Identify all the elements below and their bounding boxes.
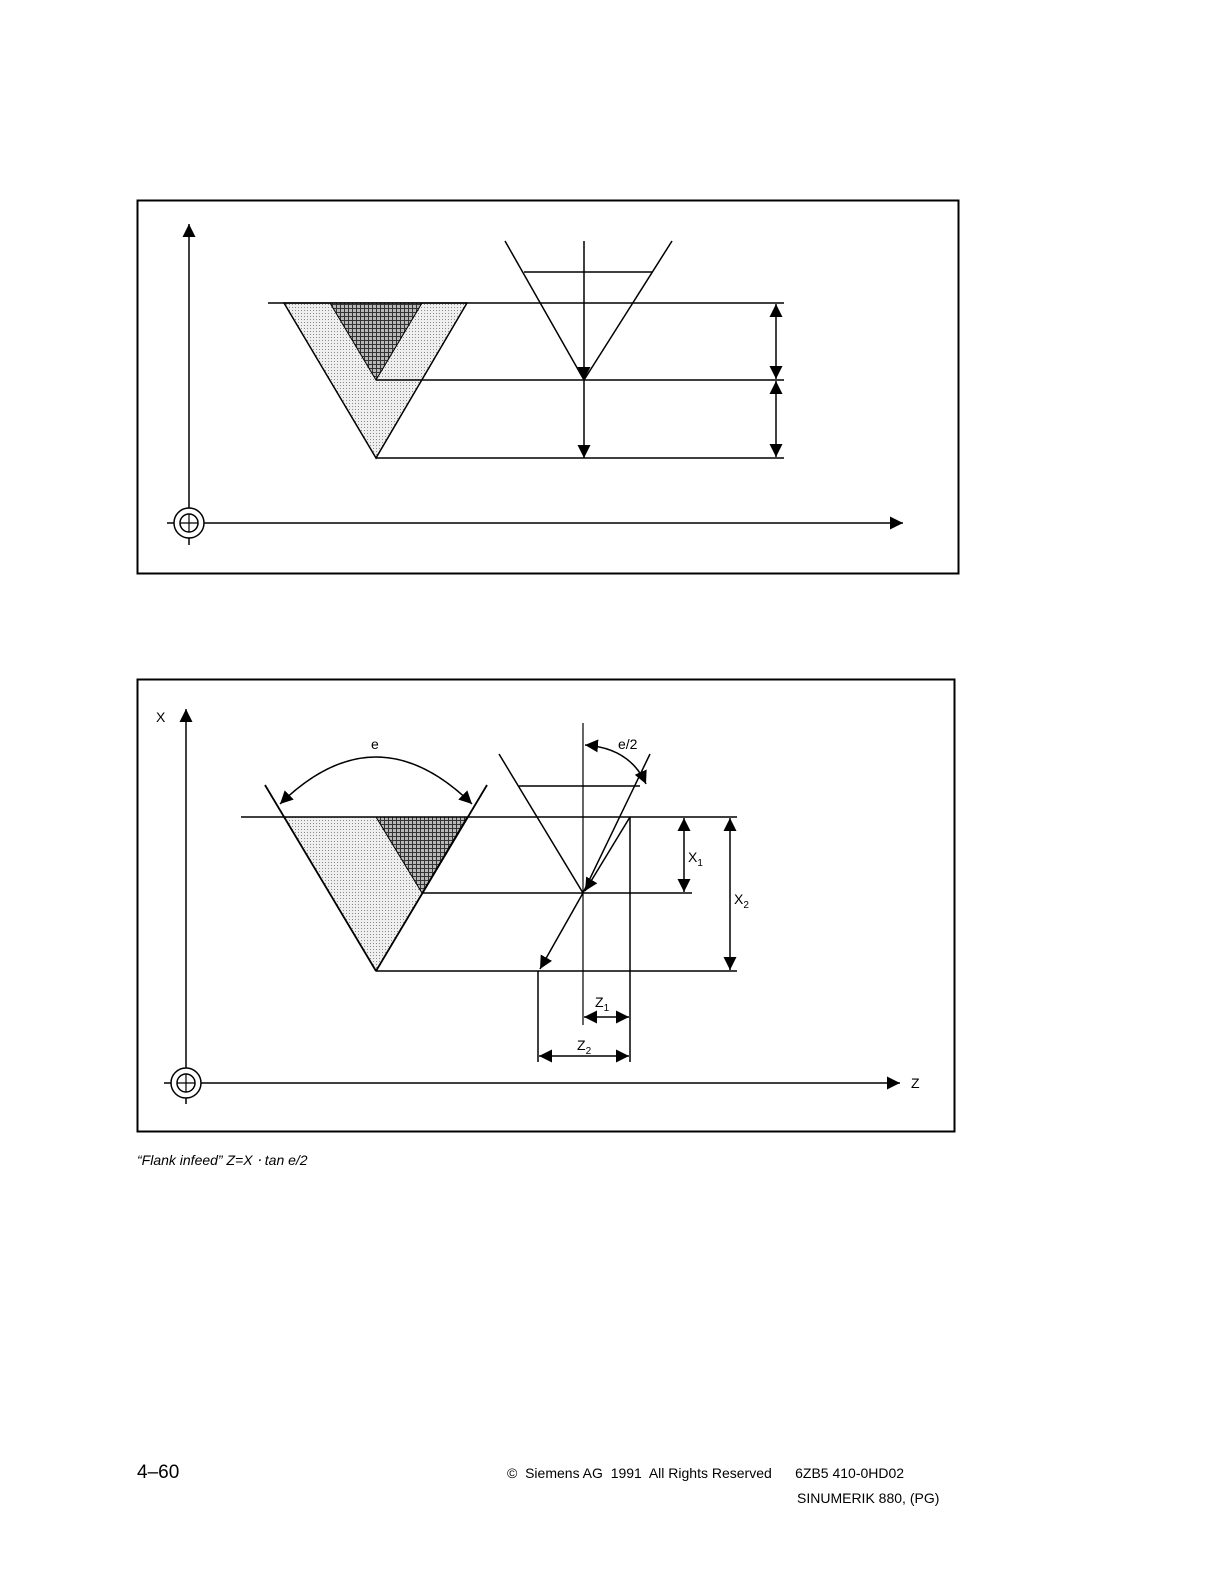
bottom-tool [499, 723, 650, 1025]
figure-bottom [138, 680, 955, 1132]
product-name: SINUMERIK 880, (PG) [797, 1490, 940, 1506]
bottom-origin-symbol [171, 1068, 201, 1098]
label-z2: $Z_2$ [577, 1037, 592, 1057]
axis-x-label: X [156, 709, 166, 725]
angle-arc-e [280, 757, 472, 804]
label-x2: $X_2$ [734, 891, 749, 911]
label-x1: $X_1$ [688, 849, 703, 869]
figure-bottom-frame [138, 680, 955, 1132]
axis-z-label: Z [911, 1075, 920, 1091]
top-origin-symbol [174, 508, 204, 538]
figure-caption: “Flank infeed” Z=X ⋅ tan e/2 [137, 1152, 308, 1168]
flank-infeed-arrow-1 [585, 817, 630, 891]
figure-top [138, 201, 959, 574]
page-number: 4–60 [137, 1462, 180, 1483]
figure-top-frame [138, 201, 959, 574]
angle-label-e: e [371, 736, 379, 752]
top-tool [505, 241, 672, 458]
label-z1: $Z_1$ [595, 994, 610, 1014]
flank-infeed-arrow-2 [540, 893, 583, 969]
angle-label-half: e/2 [618, 736, 638, 752]
copyright-notice: © Siemens AG 1991 All Rights Reserved 6ZB5 410-0HD02 [507, 1465, 905, 1481]
